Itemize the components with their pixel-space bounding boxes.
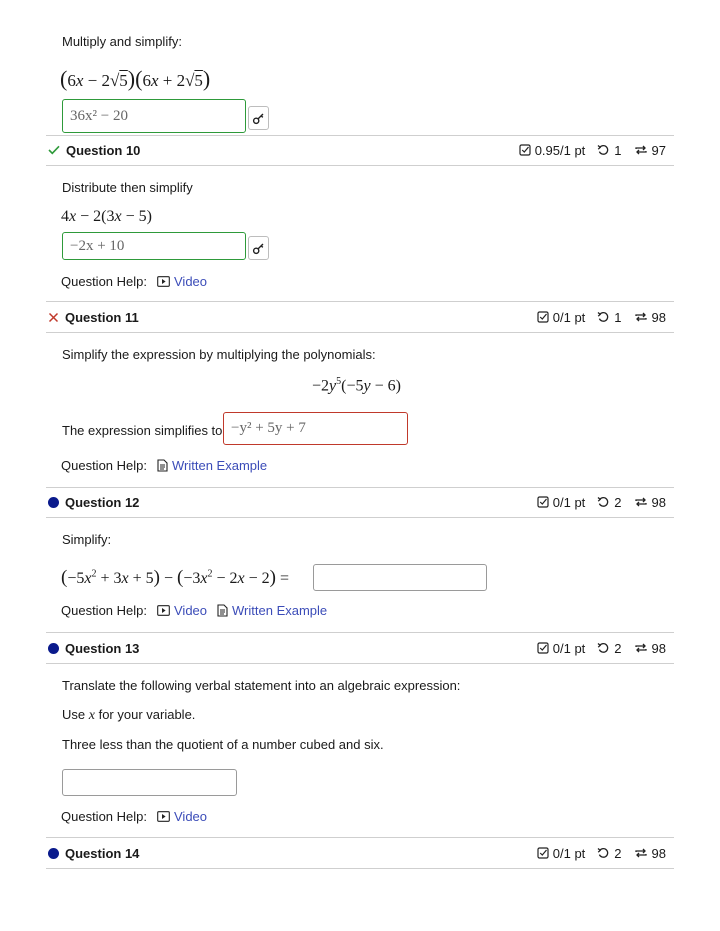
q12-instruction: Simplify: bbox=[62, 532, 112, 547]
q10-help bbox=[61, 274, 207, 289]
q13-instruction: Translate the following verbal statement into an algebraic expression: bbox=[62, 678, 461, 693]
question-10-stats bbox=[519, 143, 666, 158]
key-icon bbox=[252, 112, 265, 125]
q11-answer-prefix: The expression simplifies to bbox=[62, 423, 223, 438]
unanswered-dot-icon bbox=[48, 848, 59, 859]
q11-answer-field[interactable] bbox=[223, 412, 408, 445]
divider bbox=[46, 632, 674, 633]
q12-help bbox=[61, 603, 327, 618]
q12-video-link[interactable]: Video bbox=[157, 603, 207, 618]
question-10-attempts: 97 bbox=[651, 142, 666, 158]
q11-instruction: Simplify the expression by multiplying the polynomials: bbox=[62, 347, 376, 362]
divider bbox=[46, 868, 674, 869]
score-check-icon bbox=[537, 496, 549, 508]
q10-key-button[interactable] bbox=[248, 236, 269, 260]
q12-written-example-link[interactable]: Written Example bbox=[217, 603, 327, 618]
question-10-title: Question 10 bbox=[66, 142, 141, 158]
question-10-score: 0.95/1 pt bbox=[534, 142, 586, 158]
question-10-retries: 1 bbox=[614, 142, 622, 158]
q11-help-label: Question Help: bbox=[61, 458, 147, 473]
q10-instruction: Distribute then simplify bbox=[62, 180, 193, 195]
question-10-header[interactable] bbox=[48, 140, 666, 160]
video-icon bbox=[157, 811, 170, 822]
document-icon bbox=[217, 604, 228, 617]
question-11-score: 0/1 pt bbox=[552, 309, 586, 325]
question-12-header[interactable] bbox=[48, 492, 666, 512]
video-icon bbox=[157, 276, 170, 287]
divider bbox=[46, 487, 674, 488]
correct-check-icon bbox=[48, 145, 60, 155]
q9-instruction: Multiply and simplify: bbox=[62, 34, 182, 49]
question-14-title: Question 14 bbox=[65, 845, 140, 861]
key-icon bbox=[252, 242, 265, 255]
divider bbox=[46, 332, 674, 333]
unanswered-dot-icon bbox=[48, 643, 59, 654]
question-11-header[interactable] bbox=[48, 307, 666, 327]
q13-variable-note: Use x for your variable. bbox=[62, 707, 196, 723]
question-13-title: Question 13 bbox=[65, 640, 140, 656]
q9-answer-field[interactable] bbox=[62, 99, 246, 133]
question-11-stats bbox=[537, 310, 666, 325]
q9-key-button[interactable] bbox=[248, 106, 269, 130]
retry-icon bbox=[597, 144, 610, 156]
q11-answer-value: −y² + 5y + 7 bbox=[231, 420, 306, 436]
retry-icon bbox=[597, 642, 610, 654]
q11-expression: $-2y^5(-5y - 6)$ bbox=[312, 376, 401, 395]
question-14-attempts: 98 bbox=[651, 845, 666, 861]
q13-video-link[interactable]: Video bbox=[157, 809, 207, 824]
document-icon bbox=[157, 459, 168, 472]
divider bbox=[46, 135, 674, 136]
attempts-icon bbox=[634, 311, 648, 323]
question-13-score: 0/1 pt bbox=[552, 640, 586, 656]
question-11-retries: 1 bbox=[614, 309, 622, 325]
score-check-icon bbox=[519, 144, 531, 156]
retry-icon bbox=[597, 496, 610, 508]
question-13-retries: 2 bbox=[614, 640, 622, 656]
q10-answer-field[interactable] bbox=[62, 232, 246, 260]
q13-answer-input[interactable] bbox=[62, 769, 237, 796]
q12-answer-input[interactable] bbox=[313, 564, 487, 591]
q10-help-label: Question Help: bbox=[61, 274, 147, 289]
score-check-icon bbox=[537, 311, 549, 323]
q10-answer-value: −2x + 10 bbox=[70, 237, 125, 254]
retry-icon bbox=[597, 311, 610, 323]
video-icon bbox=[157, 605, 170, 616]
q13-statement: Three less than the quotient of a number cubed and six. bbox=[62, 737, 384, 752]
question-13-attempts: 98 bbox=[651, 640, 666, 656]
question-12-attempts: 98 bbox=[651, 494, 666, 510]
q9-answer-value: 36x² − 20 bbox=[70, 107, 128, 124]
attempts-icon bbox=[634, 642, 648, 654]
question-14-stats bbox=[537, 846, 666, 861]
question-14-header[interactable] bbox=[48, 843, 666, 863]
q9-expression: (6x − 2√5)(6x + 2√5) bbox=[60, 66, 211, 91]
question-13-stats bbox=[537, 641, 666, 656]
q11-written-example-link[interactable]: Written Example bbox=[157, 458, 267, 473]
q13-help-label: Question Help: bbox=[61, 809, 147, 824]
q13-help bbox=[61, 809, 207, 824]
divider bbox=[46, 837, 674, 838]
attempts-icon bbox=[634, 496, 648, 508]
retry-icon bbox=[597, 847, 610, 859]
question-12-title: Question 12 bbox=[65, 494, 140, 510]
question-11-attempts: 98 bbox=[651, 309, 666, 325]
question-14-retries: 2 bbox=[614, 845, 622, 861]
score-check-icon bbox=[537, 847, 549, 859]
question-11-title: Question 11 bbox=[65, 309, 139, 325]
incorrect-x-icon bbox=[48, 312, 59, 323]
attempts-icon bbox=[634, 847, 648, 859]
q12-help-label: Question Help: bbox=[61, 603, 147, 618]
q10-expression: 4x − 2(3x − 5) bbox=[61, 208, 152, 225]
q11-help bbox=[61, 458, 267, 473]
q12-expression: $(-5x^2 + 3x + 5) - (-3x^2 - 2x - 2)$ = bbox=[61, 567, 289, 588]
question-12-stats bbox=[537, 495, 666, 510]
score-check-icon bbox=[537, 642, 549, 654]
q10-video-link[interactable]: Video bbox=[157, 274, 207, 289]
divider bbox=[46, 517, 674, 518]
question-14-score: 0/1 pt bbox=[552, 845, 586, 861]
unanswered-dot-icon bbox=[48, 497, 59, 508]
divider bbox=[46, 301, 674, 302]
question-13-header[interactable] bbox=[48, 638, 666, 658]
question-12-score: 0/1 pt bbox=[552, 494, 586, 510]
divider bbox=[46, 663, 674, 664]
question-12-retries: 2 bbox=[614, 494, 622, 510]
attempts-icon bbox=[634, 144, 648, 156]
divider bbox=[46, 165, 674, 166]
